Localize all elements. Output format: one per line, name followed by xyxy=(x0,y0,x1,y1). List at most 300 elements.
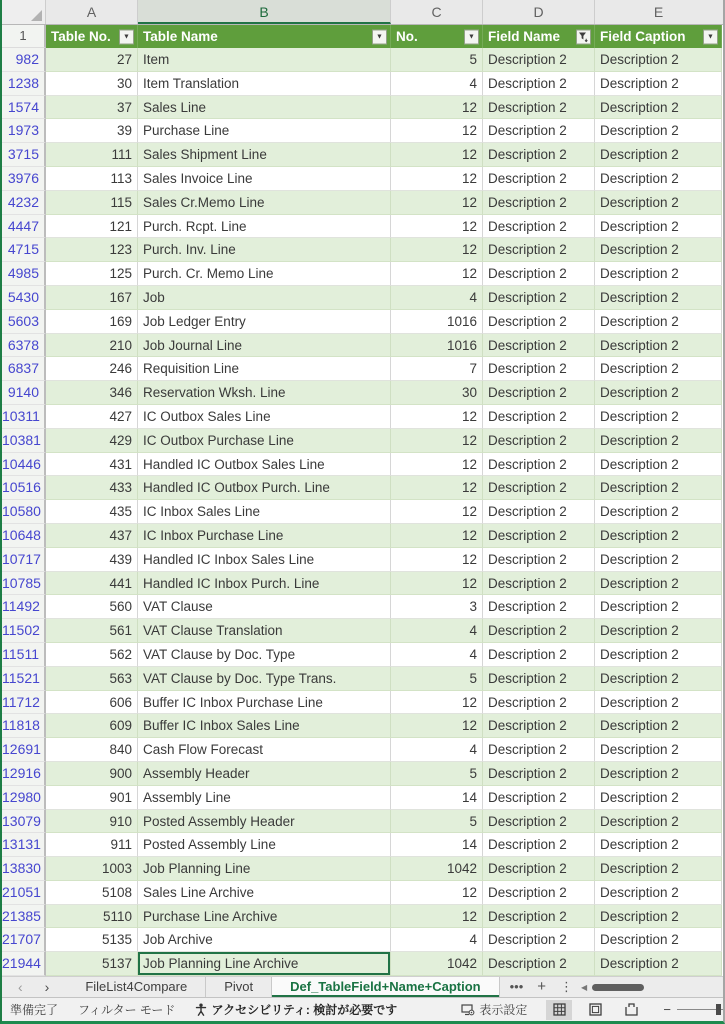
cell-table-name[interactable]: Assembly Header xyxy=(138,762,391,786)
cell-table-no[interactable]: 609 xyxy=(46,714,138,738)
cell-field-caption[interactable]: Description 2 xyxy=(595,595,722,619)
row-number[interactable]: 11521 xyxy=(2,667,46,691)
row-number[interactable]: 10580 xyxy=(2,500,46,524)
table-row xyxy=(2,310,723,334)
cell-no[interactable]: 12 xyxy=(391,167,483,191)
cell-field-caption[interactable]: Description 2 xyxy=(595,286,722,310)
cell-table-name[interactable]: Requisition Line xyxy=(138,357,391,381)
row-number[interactable]: 21944 xyxy=(2,952,46,976)
table-row xyxy=(2,548,723,572)
cell-field-caption[interactable]: Description 2 xyxy=(595,738,722,762)
cell-table-name[interactable]: Item Translation xyxy=(138,72,391,96)
cell-no[interactable]: 4 xyxy=(391,643,483,667)
cell-table-no[interactable]: 1003 xyxy=(46,857,138,881)
cell-field-name[interactable]: Description 2 xyxy=(483,72,595,96)
cell-table-no[interactable]: 561 xyxy=(46,619,138,643)
cell-table-name[interactable]: IC Inbox Purchase Line xyxy=(138,524,391,548)
cell-table-name[interactable]: Job Journal Line xyxy=(138,334,391,358)
cell-field-name[interactable]: Description 2 xyxy=(483,881,595,905)
cell-no[interactable]: 12 xyxy=(391,191,483,215)
cell-no[interactable]: 4 xyxy=(391,286,483,310)
table-row xyxy=(2,286,723,310)
cell-field-caption[interactable]: Description 2 xyxy=(595,905,722,929)
cell-field-name[interactable]: Description 2 xyxy=(483,762,595,786)
cell-table-name[interactable]: Purchase Line Archive xyxy=(138,905,391,929)
cell-no[interactable]: 14 xyxy=(391,833,483,857)
cell-field-name[interactable]: Description 2 xyxy=(483,595,595,619)
header-cell-field-name[interactable] xyxy=(483,25,595,48)
cell-table-name[interactable]: Job Planning Line Archive xyxy=(138,952,391,976)
cell-table-no[interactable]: 246 xyxy=(46,357,138,381)
row-number[interactable]: 6378 xyxy=(2,334,46,358)
cell-field-caption[interactable]: Description 2 xyxy=(595,572,722,596)
next-sheet-icon[interactable]: › xyxy=(44,979,50,995)
cell-table-name[interactable]: Job Ledger Entry xyxy=(138,310,391,334)
cell-field-name[interactable]: Description 2 xyxy=(483,619,595,643)
cell-field-name[interactable]: Description 2 xyxy=(483,286,595,310)
cell-field-name[interactable]: Description 2 xyxy=(483,381,595,405)
row-number[interactable]: 12980 xyxy=(2,786,46,810)
cell-field-caption[interactable]: Description 2 xyxy=(595,762,722,786)
row-number[interactable]: 9140 xyxy=(2,381,46,405)
cell-table-name[interactable]: Posted Assembly Line xyxy=(138,833,391,857)
accessibility-status[interactable] xyxy=(185,1001,407,1018)
cell-table-no[interactable]: 437 xyxy=(46,524,138,548)
cell-no[interactable]: 12 xyxy=(391,548,483,572)
more-sheets-icon[interactable]: ••• xyxy=(509,979,524,994)
cell-field-caption[interactable]: Description 2 xyxy=(595,524,722,548)
cell-table-no[interactable]: 113 xyxy=(46,167,138,191)
cell-field-name[interactable]: Description 2 xyxy=(483,191,595,215)
column-header-e[interactable]: E xyxy=(653,4,664,20)
cell-field-name[interactable]: Description 2 xyxy=(483,786,595,810)
cell-field-caption[interactable]: Description 2 xyxy=(595,667,722,691)
cell-table-name[interactable]: Handled IC Outbox Sales Line xyxy=(138,453,391,477)
cell-field-name[interactable]: Description 2 xyxy=(483,667,595,691)
cell-field-name[interactable]: Description 2 xyxy=(483,548,595,572)
cell-table-no[interactable]: 910 xyxy=(46,810,138,834)
table-row xyxy=(2,96,723,120)
cell-field-caption[interactable]: Description 2 xyxy=(595,191,722,215)
cell-table-name[interactable]: Handled IC Inbox Purch. Line xyxy=(138,572,391,596)
cell-table-no[interactable]: 840 xyxy=(46,738,138,762)
cell-table-no[interactable]: 37 xyxy=(46,96,138,120)
cell-table-no[interactable]: 433 xyxy=(46,476,138,500)
cell-no[interactable]: 1016 xyxy=(391,310,483,334)
cell-field-caption[interactable]: Description 2 xyxy=(595,952,722,976)
cell-table-no[interactable]: 27 xyxy=(46,48,138,72)
cell-no[interactable]: 1016 xyxy=(391,334,483,358)
cell-table-name[interactable]: Cash Flow Forecast xyxy=(138,738,391,762)
cell-no[interactable]: 12 xyxy=(391,215,483,239)
cell-field-caption[interactable]: Description 2 xyxy=(595,881,722,905)
cell-field-name[interactable]: Description 2 xyxy=(483,810,595,834)
cell-table-name[interactable]: Handled IC Inbox Sales Line xyxy=(138,548,391,572)
cell-field-caption[interactable]: Description 2 xyxy=(595,619,722,643)
cell-field-caption[interactable]: Description 2 xyxy=(595,119,722,143)
cell-table-no[interactable]: 111 xyxy=(46,143,138,167)
row-number[interactable]: 5603 xyxy=(2,310,46,334)
cell-table-no[interactable]: 5137 xyxy=(46,952,138,976)
cell-table-no[interactable]: 901 xyxy=(46,786,138,810)
cell-field-caption[interactable]: Description 2 xyxy=(595,429,722,453)
cell-field-caption[interactable]: Description 2 xyxy=(595,691,722,715)
row-number[interactable]: 3715 xyxy=(2,143,46,167)
table-row xyxy=(2,643,723,667)
cell-field-caption[interactable]: Description 2 xyxy=(595,262,722,286)
cell-field-caption[interactable]: Description 2 xyxy=(595,96,722,120)
cell-field-name[interactable]: Description 2 xyxy=(483,310,595,334)
cell-table-no[interactable]: 5108 xyxy=(46,881,138,905)
cell-field-name[interactable]: Description 2 xyxy=(483,143,595,167)
cell-no[interactable]: 12 xyxy=(391,500,483,524)
add-sheet-button[interactable]: + xyxy=(537,978,547,995)
cell-table-no[interactable]: 5135 xyxy=(46,928,138,952)
row-number[interactable]: 21385 xyxy=(2,905,46,929)
cell-field-caption[interactable]: Description 2 xyxy=(595,357,722,381)
cell-field-caption[interactable]: Description 2 xyxy=(595,928,722,952)
cell-no[interactable]: 4 xyxy=(391,72,483,96)
cell-no[interactable]: 3 xyxy=(391,595,483,619)
cell-field-name[interactable]: Description 2 xyxy=(483,48,595,72)
cell-field-name[interactable]: Description 2 xyxy=(483,429,595,453)
cell-no[interactable]: 12 xyxy=(391,691,483,715)
cell-table-no[interactable]: 346 xyxy=(46,381,138,405)
cell-table-name[interactable]: Job Archive xyxy=(138,928,391,952)
cell-no[interactable]: 12 xyxy=(391,714,483,738)
cell-no[interactable]: 30 xyxy=(391,381,483,405)
zoom-slider-thumb[interactable] xyxy=(716,1004,721,1015)
table-row xyxy=(2,928,723,952)
table-row xyxy=(2,262,723,286)
table-row xyxy=(2,738,723,762)
cell-field-caption[interactable]: Description 2 xyxy=(595,334,722,358)
row-number[interactable]: 4985 xyxy=(2,262,46,286)
cell-table-no[interactable]: 441 xyxy=(46,572,138,596)
cell-no[interactable]: 4 xyxy=(391,619,483,643)
cell-field-caption[interactable]: Description 2 xyxy=(595,810,722,834)
table-row xyxy=(2,48,723,72)
row-number[interactable]: 1574 xyxy=(2,96,46,120)
cell-field-name[interactable]: Description 2 xyxy=(483,572,595,596)
cell-table-name[interactable]: Buffer IC Inbox Purchase Line xyxy=(138,691,391,715)
zoom-slider-track[interactable] xyxy=(677,1009,723,1010)
cell-field-name[interactable]: Description 2 xyxy=(483,96,595,120)
header-label: Field Caption xyxy=(600,29,686,44)
cell-no[interactable]: 12 xyxy=(391,905,483,929)
cell-field-name[interactable]: Description 2 xyxy=(483,952,595,976)
cell-field-caption[interactable]: Description 2 xyxy=(595,310,722,334)
filter-active-button[interactable] xyxy=(576,29,591,44)
table-row xyxy=(2,619,723,643)
row-number[interactable]: 21707 xyxy=(2,928,46,952)
prev-sheet-icon[interactable]: ‹ xyxy=(18,979,23,995)
cell-field-caption[interactable]: Description 2 xyxy=(595,238,722,262)
sheet-tab-pivot[interactable]: Pivot xyxy=(206,977,272,997)
cell-field-caption[interactable]: Description 2 xyxy=(595,548,722,572)
cell-field-name[interactable]: Description 2 xyxy=(483,905,595,929)
cell-field-caption[interactable]: Description 2 xyxy=(595,833,722,857)
cell-no[interactable]: 12 xyxy=(391,476,483,500)
header-label: Table No. xyxy=(51,29,111,44)
row-number[interactable]: 11818 xyxy=(2,714,46,738)
header-label: Table Name xyxy=(143,29,218,44)
cell-field-name[interactable]: Description 2 xyxy=(483,500,595,524)
cell-no[interactable]: 1042 xyxy=(391,952,483,976)
filter-dropdown-button[interactable] xyxy=(119,29,134,44)
table-row xyxy=(2,72,723,96)
cell-no[interactable]: 12 xyxy=(391,143,483,167)
table-row xyxy=(2,119,723,143)
table-row xyxy=(2,714,723,738)
cell-no[interactable]: 5 xyxy=(391,48,483,72)
cell-table-no[interactable]: 123 xyxy=(46,238,138,262)
normal-view-button[interactable] xyxy=(546,1000,572,1020)
row-number[interactable]: 11492 xyxy=(2,595,46,619)
filter-dropdown-button[interactable] xyxy=(464,29,479,44)
cell-table-no[interactable]: 121 xyxy=(46,215,138,239)
cell-table-name[interactable]: Purchase Line xyxy=(138,119,391,143)
cell-field-caption[interactable]: Description 2 xyxy=(595,643,722,667)
scroll-left-icon[interactable]: ◀ xyxy=(581,982,588,992)
cell-table-name[interactable]: Posted Assembly Header xyxy=(138,810,391,834)
select-all-button[interactable] xyxy=(2,0,46,24)
cell-field-name[interactable]: Description 2 xyxy=(483,714,595,738)
row-number[interactable]: 4447 xyxy=(2,215,46,239)
cell-table-name[interactable]: VAT Clause by Doc. Type xyxy=(138,643,391,667)
cell-table-no[interactable]: 431 xyxy=(46,453,138,477)
cell-no[interactable]: 5 xyxy=(391,810,483,834)
table-row xyxy=(2,524,723,548)
cell-table-name[interactable]: Assembly Line xyxy=(138,786,391,810)
cell-field-name[interactable]: Description 2 xyxy=(483,215,595,239)
cell-table-name[interactable]: Sales Cr.Memo Line xyxy=(138,191,391,215)
cell-field-name[interactable]: Description 2 xyxy=(483,833,595,857)
cell-table-name[interactable]: Buffer IC Inbox Sales Line xyxy=(138,714,391,738)
row-number[interactable]: 1238 xyxy=(2,72,46,96)
scrollbar-thumb[interactable] xyxy=(592,984,644,991)
cell-table-no[interactable]: 435 xyxy=(46,500,138,524)
cell-table-name[interactable]: IC Inbox Sales Line xyxy=(138,500,391,524)
cell-field-name[interactable]: Description 2 xyxy=(483,857,595,881)
cell-table-name[interactable]: Purch. Inv. Line xyxy=(138,238,391,262)
row-number[interactable]: 4715 xyxy=(2,238,46,262)
cell-no[interactable]: 12 xyxy=(391,524,483,548)
cell-table-no[interactable]: 900 xyxy=(46,762,138,786)
cell-table-no[interactable]: 562 xyxy=(46,643,138,667)
cell-table-name[interactable]: Sales Line Archive xyxy=(138,881,391,905)
row-number[interactable]: 13830 xyxy=(2,857,46,881)
sheet-tab-filelist4compare[interactable]: FileList4Compare xyxy=(67,977,206,997)
row-number[interactable]: 12916 xyxy=(2,762,46,786)
row-number[interactable]: 10785 xyxy=(2,572,46,596)
row-number[interactable]: 11712 xyxy=(2,691,46,715)
cell-no[interactable]: 12 xyxy=(391,453,483,477)
filter-dropdown-button[interactable] xyxy=(703,29,718,44)
cell-field-name[interactable]: Description 2 xyxy=(483,357,595,381)
cell-field-caption[interactable]: Description 2 xyxy=(595,167,722,191)
table-row xyxy=(2,215,723,239)
table-row xyxy=(2,691,723,715)
cell-no[interactable]: 5 xyxy=(391,762,483,786)
table-row xyxy=(2,905,723,929)
cell-table-no[interactable]: 39 xyxy=(46,119,138,143)
filter-mode-status: フィルター モード xyxy=(78,1003,176,1017)
header-cell-table-no[interactable] xyxy=(46,25,138,48)
filter-dropdown-button[interactable] xyxy=(372,29,387,44)
cell-field-caption[interactable]: Description 2 xyxy=(595,786,722,810)
column-header-b[interactable]: B xyxy=(138,0,391,24)
page-layout-view-button[interactable] xyxy=(582,1000,608,1020)
cell-table-name[interactable]: Sales Line xyxy=(138,96,391,120)
row-number[interactable]: 1973 xyxy=(2,119,46,143)
cell-table-no[interactable]: 115 xyxy=(46,191,138,215)
cell-table-name[interactable]: Sales Shipment Line xyxy=(138,143,391,167)
header-cell-table-name[interactable] xyxy=(138,25,391,48)
cell-no[interactable]: 1042 xyxy=(391,857,483,881)
display-settings-button[interactable] xyxy=(447,1001,541,1018)
cell-table-name[interactable]: Purch. Rcpt. Line xyxy=(138,215,391,239)
cell-no[interactable]: 7 xyxy=(391,357,483,381)
row-number[interactable]: 11502 xyxy=(2,619,46,643)
cell-no[interactable]: 12 xyxy=(391,881,483,905)
column-header-strip xyxy=(2,0,723,25)
row-number[interactable]: 3976 xyxy=(2,167,46,191)
cell-field-name[interactable]: Description 2 xyxy=(483,238,595,262)
row-number[interactable]: 13079 xyxy=(2,810,46,834)
row-number[interactable]: 11511 xyxy=(2,643,46,667)
cell-table-name[interactable]: VAT Clause by Doc. Type Trans. xyxy=(138,667,391,691)
accessibility-person-icon xyxy=(195,1003,207,1016)
cell-table-name[interactable]: Reservation Wksh. Line xyxy=(138,381,391,405)
cell-table-name[interactable]: VAT Clause xyxy=(138,595,391,619)
cell-field-name[interactable]: Description 2 xyxy=(483,453,595,477)
status-bar-right xyxy=(447,1000,723,1020)
cell-no[interactable]: 4 xyxy=(391,928,483,952)
cell-field-caption[interactable]: Description 2 xyxy=(595,476,722,500)
cell-table-no[interactable]: 210 xyxy=(46,334,138,358)
cell-table-no[interactable]: 563 xyxy=(46,667,138,691)
cell-field-name[interactable]: Description 2 xyxy=(483,928,595,952)
sheet-nav xyxy=(2,977,67,997)
column-header-c[interactable]: C xyxy=(391,0,483,24)
cell-table-no[interactable]: 427 xyxy=(46,405,138,429)
sheet-tab-bar xyxy=(2,976,723,997)
header-cell-field-caption[interactable] xyxy=(595,25,722,48)
cell-field-name[interactable]: Description 2 xyxy=(483,643,595,667)
cell-no[interactable]: 12 xyxy=(391,429,483,453)
table-row xyxy=(2,143,723,167)
cell-no[interactable]: 12 xyxy=(391,405,483,429)
row-number[interactable]: 4232 xyxy=(2,191,46,215)
row-number[interactable]: 10516 xyxy=(2,476,46,500)
cell-field-name[interactable]: Description 2 xyxy=(483,476,595,500)
row-number[interactable]: 6837 xyxy=(2,357,46,381)
cell-field-name[interactable]: Description 2 xyxy=(483,262,595,286)
cell-table-name[interactable]: Job Planning Line xyxy=(138,857,391,881)
column-header-a[interactable]: A xyxy=(46,0,138,24)
cell-table-name[interactable]: Sales Invoice Line xyxy=(138,167,391,191)
normal-view-icon xyxy=(553,1003,566,1016)
cell-field-name[interactable]: Description 2 xyxy=(483,738,595,762)
row-number[interactable]: 10381 xyxy=(2,429,46,453)
cell-field-name[interactable]: Description 2 xyxy=(483,691,595,715)
cell-table-no[interactable]: 5110 xyxy=(46,905,138,929)
header-cell-no[interactable] xyxy=(391,25,483,48)
cell-table-no[interactable]: 429 xyxy=(46,429,138,453)
cell-field-caption[interactable]: Description 2 xyxy=(595,453,722,477)
cell-table-no[interactable]: 169 xyxy=(46,310,138,334)
cell-table-no[interactable]: 911 xyxy=(46,833,138,857)
cell-field-caption[interactable]: Description 2 xyxy=(595,48,722,72)
cell-field-caption[interactable]: Description 2 xyxy=(595,381,722,405)
cell-field-name[interactable]: Description 2 xyxy=(483,119,595,143)
table-row xyxy=(2,667,723,691)
cell-table-no[interactable]: 125 xyxy=(46,262,138,286)
cell-table-name[interactable]: IC Outbox Sales Line xyxy=(138,405,391,429)
table-header-row xyxy=(2,25,723,48)
row-number[interactable]: 13131 xyxy=(2,833,46,857)
cell-table-no[interactable]: 560 xyxy=(46,595,138,619)
row-number[interactable]: 10717 xyxy=(2,548,46,572)
cell-field-name[interactable]: Description 2 xyxy=(483,167,595,191)
cell-field-caption[interactable]: Description 2 xyxy=(595,714,722,738)
cell-table-no[interactable]: 606 xyxy=(46,691,138,715)
row-number[interactable]: 21051 xyxy=(2,881,46,905)
cell-table-no[interactable]: 30 xyxy=(46,72,138,96)
row-number[interactable]: 10311 xyxy=(2,405,46,429)
row-number[interactable]: 982 xyxy=(2,48,46,72)
row-number[interactable]: 12691 xyxy=(2,738,46,762)
cell-field-name[interactable]: Description 2 xyxy=(483,405,595,429)
cell-field-caption[interactable]: Description 2 xyxy=(595,405,722,429)
row-number[interactable]: 5430 xyxy=(2,286,46,310)
cell-field-caption[interactable]: Description 2 xyxy=(595,215,722,239)
cell-table-name[interactable]: VAT Clause Translation xyxy=(138,619,391,643)
row-number[interactable]: 10648 xyxy=(2,524,46,548)
cell-field-name[interactable]: Description 2 xyxy=(483,334,595,358)
cell-table-name[interactable]: Job xyxy=(138,286,391,310)
cell-table-no[interactable]: 439 xyxy=(46,548,138,572)
row-header-1[interactable]: 1 xyxy=(2,25,46,48)
cell-no[interactable]: 12 xyxy=(391,96,483,120)
sheet-tab-def-tablefield[interactable]: Def_TableField+Name+Caption xyxy=(272,977,499,997)
cell-table-name[interactable]: Purch. Cr. Memo Line xyxy=(138,262,391,286)
table-row xyxy=(2,833,723,857)
cell-field-caption[interactable]: Description 2 xyxy=(595,72,722,96)
cell-no[interactable]: 4 xyxy=(391,738,483,762)
tab-menu-icon[interactable]: ⋮ xyxy=(560,979,574,994)
cell-table-no[interactable]: 167 xyxy=(46,286,138,310)
column-header-d[interactable]: D xyxy=(483,0,595,24)
cell-table-name[interactable]: Item xyxy=(138,48,391,72)
row-number[interactable]: 10446 xyxy=(2,453,46,477)
cell-field-name[interactable]: Description 2 xyxy=(483,524,595,548)
page-break-view-button[interactable] xyxy=(618,1000,644,1020)
cell-field-caption[interactable]: Description 2 xyxy=(595,500,722,524)
zoom-out-button[interactable]: − xyxy=(663,1002,671,1017)
cell-no[interactable]: 14 xyxy=(391,786,483,810)
cell-no[interactable]: 12 xyxy=(391,238,483,262)
cell-no[interactable]: 12 xyxy=(391,119,483,143)
cell-no[interactable]: 12 xyxy=(391,572,483,596)
cell-table-name[interactable]: IC Outbox Purchase Line xyxy=(138,429,391,453)
cell-field-caption[interactable]: Description 2 xyxy=(595,857,722,881)
cell-no[interactable]: 12 xyxy=(391,262,483,286)
cell-table-name[interactable]: Handled IC Outbox Purch. Line xyxy=(138,476,391,500)
cell-no[interactable]: 5 xyxy=(391,667,483,691)
cell-field-caption[interactable]: Description 2 xyxy=(595,143,722,167)
